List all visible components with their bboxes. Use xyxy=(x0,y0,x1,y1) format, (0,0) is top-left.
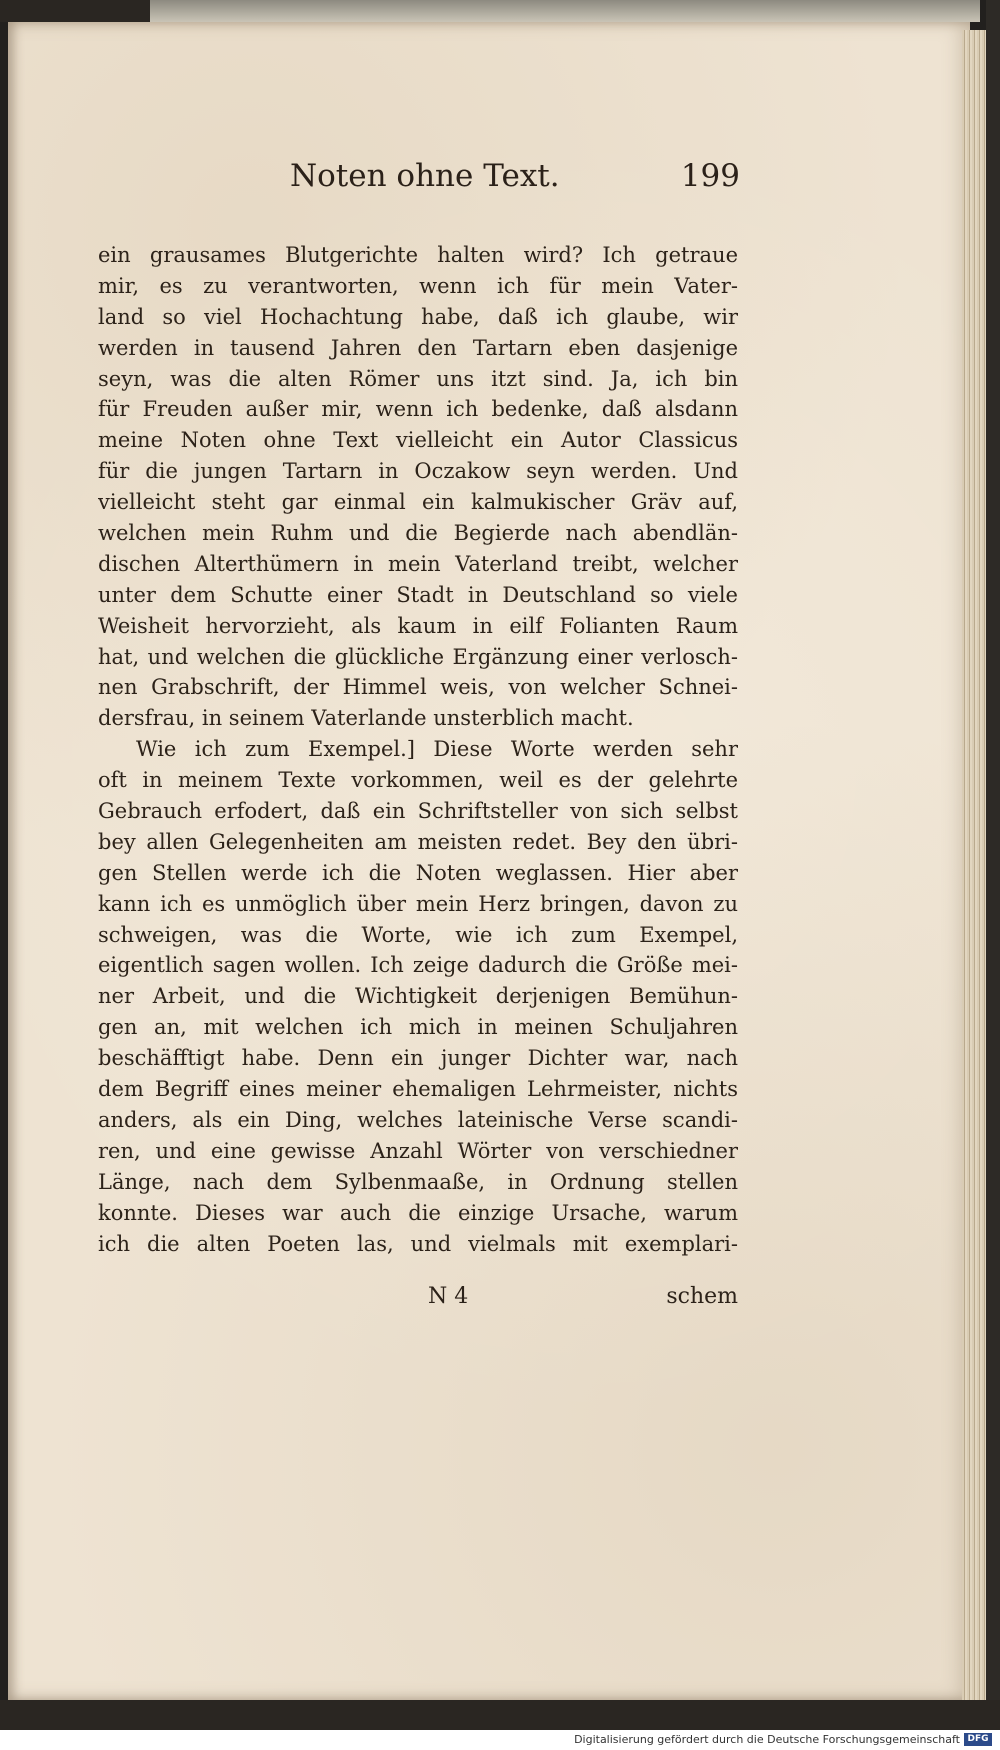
text-line: Weisheit hervorzieht, als kaum in eilf Folianten Raum xyxy=(98,613,738,638)
text-line: vielleicht steht gar einmal ein kalmukischer Gräv auf, xyxy=(98,490,738,515)
catchword: schem xyxy=(666,1284,738,1309)
text-line: mir, es zu verantworten, wenn ich für mein Vater- xyxy=(98,273,738,298)
text-line: Länge, nach dem Sylbenmaaße, in Ordnung stellen xyxy=(98,1169,738,1194)
text-line: konnte. Dieses war auch die einzige Ursache, warum xyxy=(98,1200,738,1225)
text-line: werden in tausend Jahren den Tartarn eben dasjenige xyxy=(98,335,738,360)
text-line: hat, und welchen die glückliche Ergänzung einer verlosch- xyxy=(98,644,738,669)
text-line: Gebrauch erfodert, daß ein Schriftsteller von sich selbst xyxy=(98,799,738,824)
digitization-footer xyxy=(0,1730,1000,1750)
text-line: ein grausames Blutgerichte halten wird? Ich getraue xyxy=(98,243,738,267)
text-line: kann ich es unmöglich über mein Herz bringen, davon zu xyxy=(98,891,738,916)
text-line: nen Grabschrift, der Himmel weis, von welcher Schnei- xyxy=(98,675,738,700)
text-line: schweigen, was die Worte, wie ich zum Exempel, xyxy=(98,922,738,947)
page-footer-row xyxy=(98,1284,738,1316)
text-line: gen Stellen werde ich die Noten weglassen. Hier aber xyxy=(98,860,738,885)
binding-right xyxy=(986,0,1000,1750)
text-line: land so viel Hochachtung habe, daß ich glaube, wir xyxy=(98,304,738,329)
page-number: 199 xyxy=(680,158,740,194)
text-line: für die jungen Tartarn in Oczakow seyn werden. Und xyxy=(98,459,738,484)
running-title: Noten ohne Text. xyxy=(290,158,560,194)
text-line: beschäfftigt habe. Denn ein junger Dichter war, nach xyxy=(98,1046,738,1071)
text-line: dischen Alterthümern in mein Vaterland treibt, welcher xyxy=(98,551,738,576)
body-text xyxy=(98,240,738,1259)
digitization-credit: Digitalisierung gefördert durch die Deutsche Forschungsgemeinschaft xyxy=(574,1733,960,1746)
text-line: gen an, mit welchen ich mich in meinen Schuljahren xyxy=(98,1015,738,1040)
text-line: bey allen Gelegenheiten am meisten redet. Bey den übri- xyxy=(98,829,738,854)
text-line: ren, und eine gewisse Anzahl Wörter von verschiedner xyxy=(98,1138,738,1163)
text-line: oft in meinem Texte vorkommen, weil es der gelehrte xyxy=(98,768,738,793)
text-line: eigentlich sagen wollen. Ich zeige dadurch die Größe mei- xyxy=(98,953,738,978)
text-line: für Freuden außer mir, wenn ich bedenke, daß alsdann xyxy=(98,397,738,422)
binding-top-left xyxy=(0,0,160,22)
text-line: dersfrau, in seinem Vaterlande unsterblich macht. xyxy=(98,706,634,731)
text-line: seyn, was die alten Römer uns itzt sind. Ja, ich bin xyxy=(98,366,738,391)
text-line: welchen mein Ruhm und die Begierde nach abendlän- xyxy=(98,521,738,546)
text-line: Wie ich zum Exempel.] Diese Worte werden sehr xyxy=(136,737,738,762)
page-top-edge xyxy=(150,0,980,22)
text-line: anders, als ein Ding, welches lateinische Verse scandi- xyxy=(98,1107,738,1132)
dfg-logo: DFG xyxy=(964,1733,992,1746)
text-line: ner Arbeit, und die Wichtigkeit derjenigen Bemühun- xyxy=(98,984,738,1009)
binding-bottom xyxy=(0,1700,1000,1730)
signature-mark: N 4 xyxy=(428,1284,469,1309)
text-line: ich die alten Poeten las, und vielmals mit exemplari- xyxy=(98,1231,738,1256)
text-line: meine Noten ohne Text vielleicht ein Autor Classicus xyxy=(98,428,738,453)
text-line: unter dem Schutte einer Stadt in Deutschland so viele xyxy=(98,582,738,607)
text-line: dem Begriff eines meiner ehemaligen Lehrmeister, nichts xyxy=(98,1077,738,1102)
